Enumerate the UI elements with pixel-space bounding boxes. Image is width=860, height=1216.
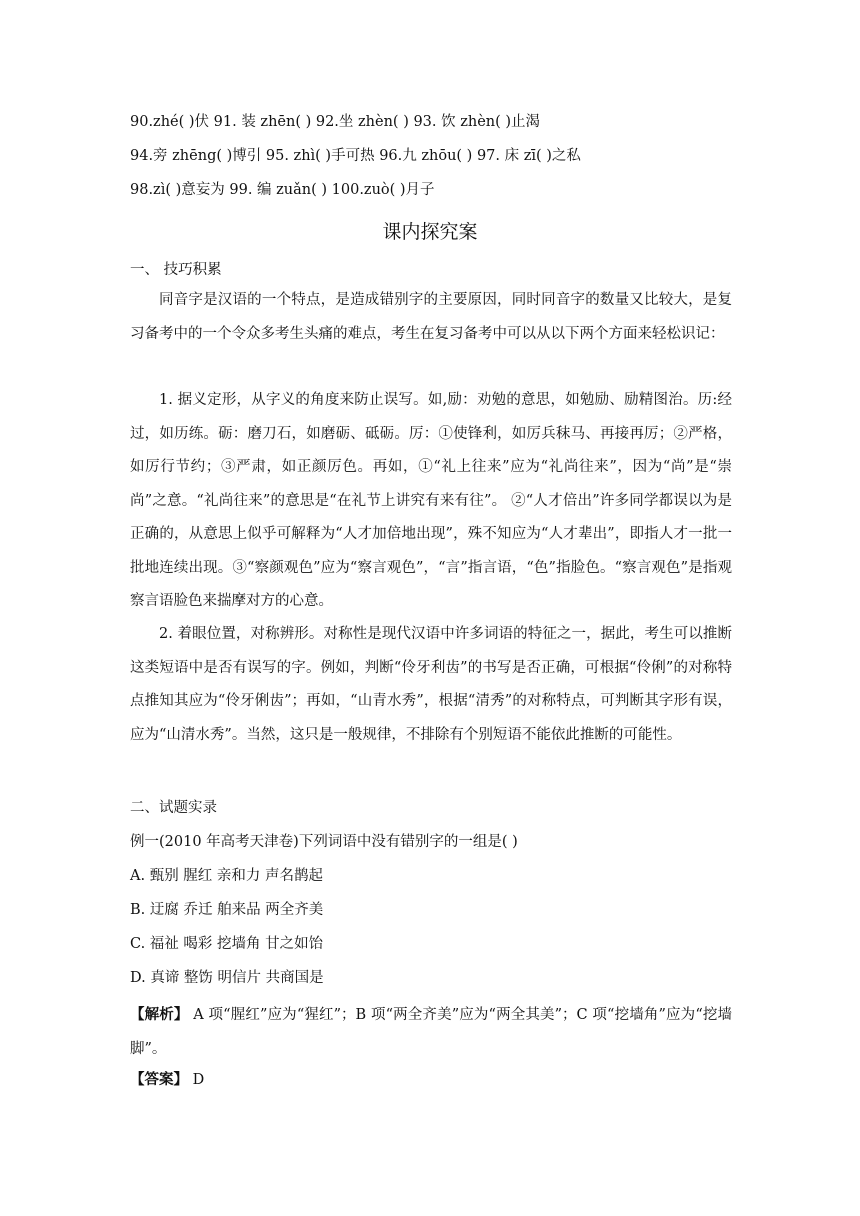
option-c: C. 福祉 喝彩 挖墙角 甘之如饴 <box>130 936 324 952</box>
option-a: A. 甄别 腥红 亲和力 声名鹊起 <box>130 868 324 884</box>
pinyin-row: 90.zhé( )伏 91. 装 zhēn( ) 92.坐 zhèn( ) 93. 饮 zhèn( )止渴 <box>130 114 541 130</box>
heading-exam: 二、试题实录 <box>130 800 217 816</box>
pinyin-row: 94.旁 zhēng( )博引 95. zhì( )手可热 96.九 zhōu( ) 97. 床 zī( )之私 <box>130 148 581 164</box>
pinyin-row: 98.zì( )意妄为 99. 编 zuǎn( ) 100.zuò( )月子 <box>130 182 435 198</box>
method-1-paragraph: 1. 据义定形，从字义的角度来防止误写。如,励：劝勉的意思，如勉励、励精图治。历:经过，如历练。砺：磨刀石，如磨砺、砥砺。厉：①使锋利，如厉兵秣马、再接再厉；②严格，如厉行节约；③严肃，如正颜厉色。再如，①“礼上往来”应为“礼尚往来”，因为“尚”是“崇尚”之意。“礼尚往来”的意思是“在礼节上讲究有来有往”。 ②“人才倍出”许多同学都误以为是正确的，从意思上似乎可解释为“人才加倍地出现”，殊不知应为“人才辈出”，即指人才一批一批地连续出现。③“察颜观色”应为“察言观色”，“言”指言语，“色”指脸色。“察言观色”是指观察言语脸色来揣摩对方的心意。 <box>130 392 732 609</box>
answer <box>130 1070 204 1090</box>
method-2-paragraph: 2. 着眼位置，对称辨形。对称性是现代汉语中许多词语的特征之一，据此，考生可以推断这类短语中是否有误写的字。例如，判断“伶牙利齿”的书写是否正确，可根据“伶俐”的对称特点推知其应为“伶牙俐齿”；再如，“山青水秀”，根据“清秀”的对称特点，可判断其字形有误，应为“山清水秀”。当然，这只是一般规律，不排除有个别短语不能依此推断的可能性。 <box>130 626 732 743</box>
section-title: 课内探究案 <box>382 221 478 243</box>
answer-text: D <box>188 1072 205 1088</box>
analysis <box>130 998 732 1066</box>
example-question: 例一(2010 年高考天津卷)下列词语中没有错别字的一组是( ) <box>130 834 518 850</box>
intro-paragraph: 同音字是汉语的一个特点，是造成错别字的主要原因，同时同音字的数量又比较大，是复习备考中的一个令众多考生头痛的难点，考生在复习备考中可以从以下两个方面来轻松识记： <box>130 292 732 342</box>
answer-label: 【答案】 <box>130 1071 188 1088</box>
heading-skills: 一、 技巧积累 <box>130 262 222 278</box>
analysis-label: 【解析】 <box>130 1006 189 1023</box>
option-b: B. 迂腐 乔迁 舶来品 两全齐美 <box>130 902 324 918</box>
analysis-text: A 项“腥红”应为“猩红”；B 项“两全齐美”应为“两全其美”；C 项“挖墙角”应为“挖墙脚”。 <box>130 1007 733 1057</box>
option-d: D. 真谛 整饬 明信片 共商国是 <box>130 970 324 986</box>
